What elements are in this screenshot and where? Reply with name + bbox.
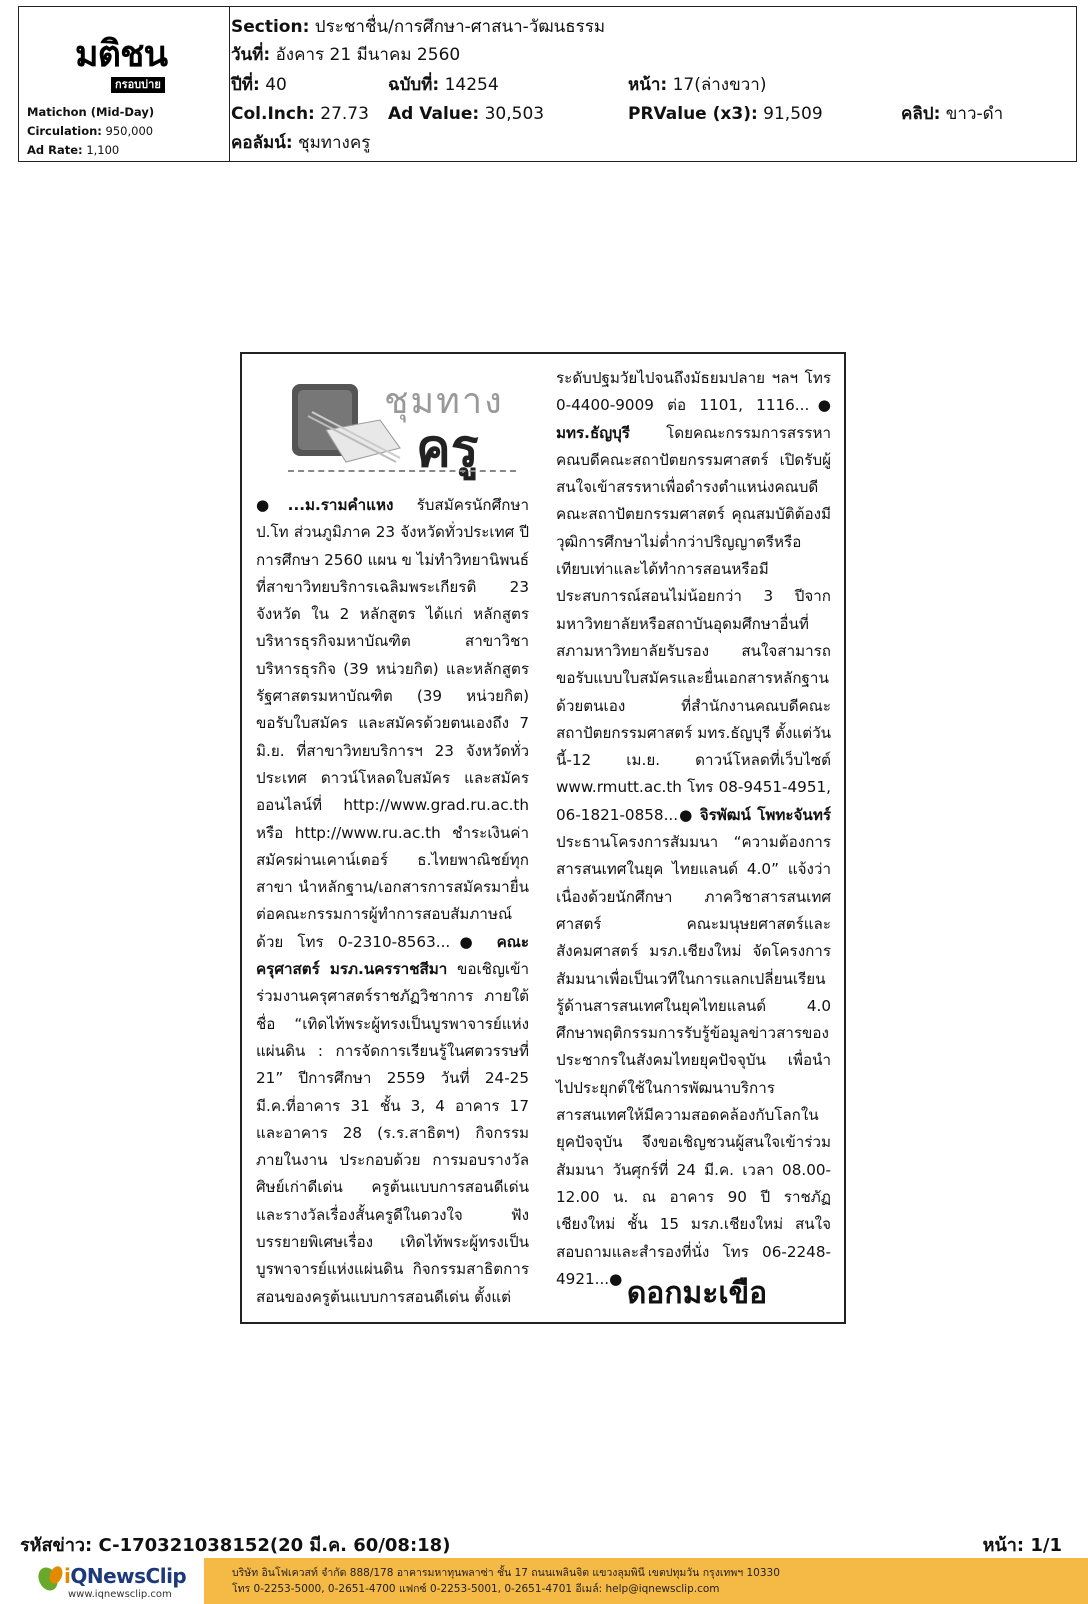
iqnewsclip-logo [36,1558,206,1604]
issue-cell [388,72,499,98]
circulation-value: 950,000 [105,124,154,138]
company-address [232,1565,780,1597]
logo-title-bottom: ครู [416,419,479,479]
clip-label: คลิป: [901,104,941,124]
column-value: ชุมทางครู [298,133,371,153]
address-line-1: บริษัท อินโฟเควสท์ จำกัด 888/178 อาคารมหาทุนพลาซ่า ชั้น 17 ถนนเพลินจิต แขวงลุมพินี เขตปทุมวัน กรุงเทพฯ 10330 [232,1567,780,1579]
advalue-cell [388,101,544,127]
rmutt-text: โดยคณะกรรมการสรรหาคณบดีคณะสถาปัตยกรรมศาสตร์ เปิดรับผู้สนใจเข้าสรรหาเพื่อดำรงตำแหน่งคณบดีคณะสถาปัตยกรรมศาสตร์ คุณสมบัติต้องมีวุฒิการศึกษาไม่ต่ำกว่าปริญญาตรีหรือเทียบเท่าและได้ทำการสอนหรือมีประสบการณ์สอนไม่น้อยกว่า 3 ปีจากมหาวิทยาลัยหรือสถาบันอุดมศึกษาอื่นที่สภามหาวิทยาลัยรับรอง สนใจสามารถขอรับแบบใบสมัครและยื่นเอกสารหลักฐานด้วยตนเอง ที่สำนักงานคณบดีคณะสถาปัตยกรรมศาสตร์ มทร.ธัญบุรี ตั้งแต่วันนี้-12 เม.ย. ดาวน์โหลดที่เว็บไซต์ www.rmutt.ac.th โทร 08-9451-4951, 06-1821-0858... [556,423,831,824]
clip-cell [901,101,1003,127]
article-column-2 [556,365,831,1293]
prvalue-label: PRValue (x3): [628,104,758,124]
brand-name [64,1564,186,1588]
logo-title-top: ชุมทาง [384,381,504,422]
colinch-value: 27.73 [320,104,369,124]
ramkhamhaeng-text: รับสมัครนักศึกษา ป.โท ส่วนภูมิภาค 23 จังหวัดทั่วประเทศ ปีการศึกษา 2560 แผน ข ไม่ทำวิทยานิพนธ์ ที่สาขาวิทยบริการเฉลิมพระเกียรติ 23 จังหวัด ใน 2 หลักสูตร ได้แก่ หลักสูตรบริหารธุรกิจมหาบัณฑิต สาขาวิชาบริหารธุรกิจ (39 หน่วยกิต) และหลักสูตรรัฐศาสตรมหาบัณฑิต (39 หน่วยกิต) ขอรับใบสมัคร และสมัครด้วยตนเองถึง 7 มิ.ย. ที่สาขาวิทยบริการฯ 23 จังหวัดทั่วประเทศ ดาวน์โหลดใบสมัคร และสมัครออนไลน์ที่ http://www.grad.ru.ac.th หรือ http://www.ru.ac.th ชำระเงินค่าสมัครผ่านเคาน์เตอร์ ธ.ไทยพาณิชย์ทุกสาขา นำหลักฐาน/เอกสารการสมัครมายื่นต่อคณะกรรมการผู้ทำการสอบสัมภาษณ์ด้วย โทร 0-2310-8563... [256,496,529,951]
address-line-2: โทร 0-2253-5000, 0-2651-4700 แฟกซ์ 0-2253-5001, 0-2651-4701 อีเมล์: help@iqnewsclip.com [232,1583,720,1595]
issue-label: ฉบับที่: [388,75,440,95]
colinch-cell [231,101,369,127]
korat-text: ขอเชิญเข้าร่วมงานครุศาสตร์ราชภัฏวิชาการ ภายใต้ชื่อ “เทิดไท้พระผู้ทรงเป็นบูรพาจารย์แห่งแผ่นดิน : การจัดการเรียนรู้ในศตวรรษที่ 21” ปีการศึกษา 2559 วันที่ 24-25 มี.ค.ที่อาคาร 31 ชั้น 3, 4 อาคาร 17 และอาคาร 28 (ร.ร.สาธิตฯ) กิจกรรมภายในงาน ประกอบด้วย การมอบรางวัลศิษย์เก่าดีเด่น ครูต้นแบบการสอนดีเด่น และรางวัลเรื่องสั้นครูดีในดวงใจ ฟังบรรยายพิเศษเรื่อง เทิดไท้พระผู้ทรงเป็นบูรพาจารย์แห่งแผ่นดิน กิจกรรมสาธิตการสอนของครูต้นแบบการสอนดีเด่น ตั้งแต่ [256,960,530,1306]
section-row [231,14,605,40]
prvalue-value: 91,509 [763,104,823,124]
logo-main-text: มติชน [74,34,168,75]
adrate-value: 1,100 [86,143,120,157]
column-label: คอลัมน์: [231,133,293,153]
brand-i: i [64,1564,71,1588]
section-value: ประชาชื่น/การศึกษา-ศาสนา-วัฒนธรรม [314,17,606,37]
article-clipping [240,352,846,1324]
prvalue-cell [628,101,823,127]
year-value: 40 [265,75,287,95]
korat-continued-text: ระดับปฐมวัยไปจนถึงมัธยมปลาย ฯลฯ โทร 0-4400-9009 ต่อ 1101, 1116... [556,369,831,415]
page-value: 17(ล่างขวา) [672,75,767,95]
logo-sub-text: กรอบบ่าย [111,77,165,93]
column-row [231,130,370,156]
article-column-1 [256,492,529,1311]
brand-rest: QNewsClip [70,1564,187,1588]
date-label: วันที่: [231,45,271,65]
clip-metadata [231,7,1076,161]
jirapat-text: ประธานโครงการสัมมนา “ความต้องการสารสนเทศในยุค ไทยแลนด์ 4.0” แจ้งว่า เนื่องด้วยนักศึกษา ภาควิชาสารสนเทศศาสตร์ คณะมนุษยศาสตร์และสังคมศาสตร์ มรภ.เชียงใหม่ จัดโครงการสัมมนาเพื่อเป็นเวทีในการแลกเปลี่ยนเรียนรู้ด้านสารสนเทศในยุคไทยแลนด์ 4.0 ศึกษาพฤติกรรมการรับรู้ข้อมูลข่าวสารของประชากรในสังคมไทยยุคปัจจุบัน เพื่อนำไปประยุกต์ใช้ในการพัฒนาบริการสารสนเทศให้มีความสอดคล้องกับโลกในยุคปัจจุบัน จึงขอเชิญชวนผู้สนใจเข้าร่วมสัมมนา วันศุกร์ที่ 24 มี.ค. เวลา 08.00-12.00 น. ณ อาคาร 90 ปี ราชภัฏเชียงใหม่ ชั้น 15 มรภ.เชียงใหม่ สนใจสอบถามและสำรองที่นั่ง โทร 06-2248-4921...● [556,833,831,1288]
jirapat-lead: ● จิรพัฒน์ โพทะจันทร์ [678,805,831,824]
clip-value: ขาว-ดำ [945,104,1004,124]
author-signature: ดอกมะเขือ [626,1276,768,1311]
publication-panel [19,7,230,161]
page-count: หน้า: 1/1 [982,1535,1062,1556]
colinch-label: Col.Inch: [231,104,315,124]
adrate-label: Ad Rate: [27,143,83,157]
korat-lead: ● คณะครุศาสตร์ มรภ.นครราชสีมา [256,932,529,979]
circulation-label: Circulation: [27,124,102,138]
publication-name: Matichon (Mid-Day) [27,105,155,119]
page-label: หน้า: [628,75,668,95]
section-label: Section: [231,17,310,37]
year-label: ปีที่: [231,75,260,95]
brand-url: www.iqnewsclip.com [68,1589,172,1600]
logo-divider [288,470,516,472]
column-logo [288,372,518,484]
publication-info [27,103,154,160]
clip-header [18,6,1077,162]
advalue-value: 30,503 [484,104,545,124]
news-code: รหัสข่าว: C-170321038152(20 มี.ค. 60/08:18) [20,1535,451,1556]
issue-value: 14254 [444,75,499,95]
page-cell [628,72,766,98]
advalue-label: Ad Value: [388,104,480,124]
footer-address-panel [204,1558,1088,1604]
date-row [231,42,460,68]
ramkhamhaeng-lead: ●...ม.รามคำแหง [256,496,394,514]
matichon-logo [71,34,171,93]
date-value: อังคาร 21 มีนาคม 2560 [275,45,461,65]
leaf-icon [36,1563,66,1593]
footer-bar [0,1558,1088,1604]
year-cell [231,72,287,98]
rmutt-lead: ● มทร.ธัญบุรี [556,396,831,442]
